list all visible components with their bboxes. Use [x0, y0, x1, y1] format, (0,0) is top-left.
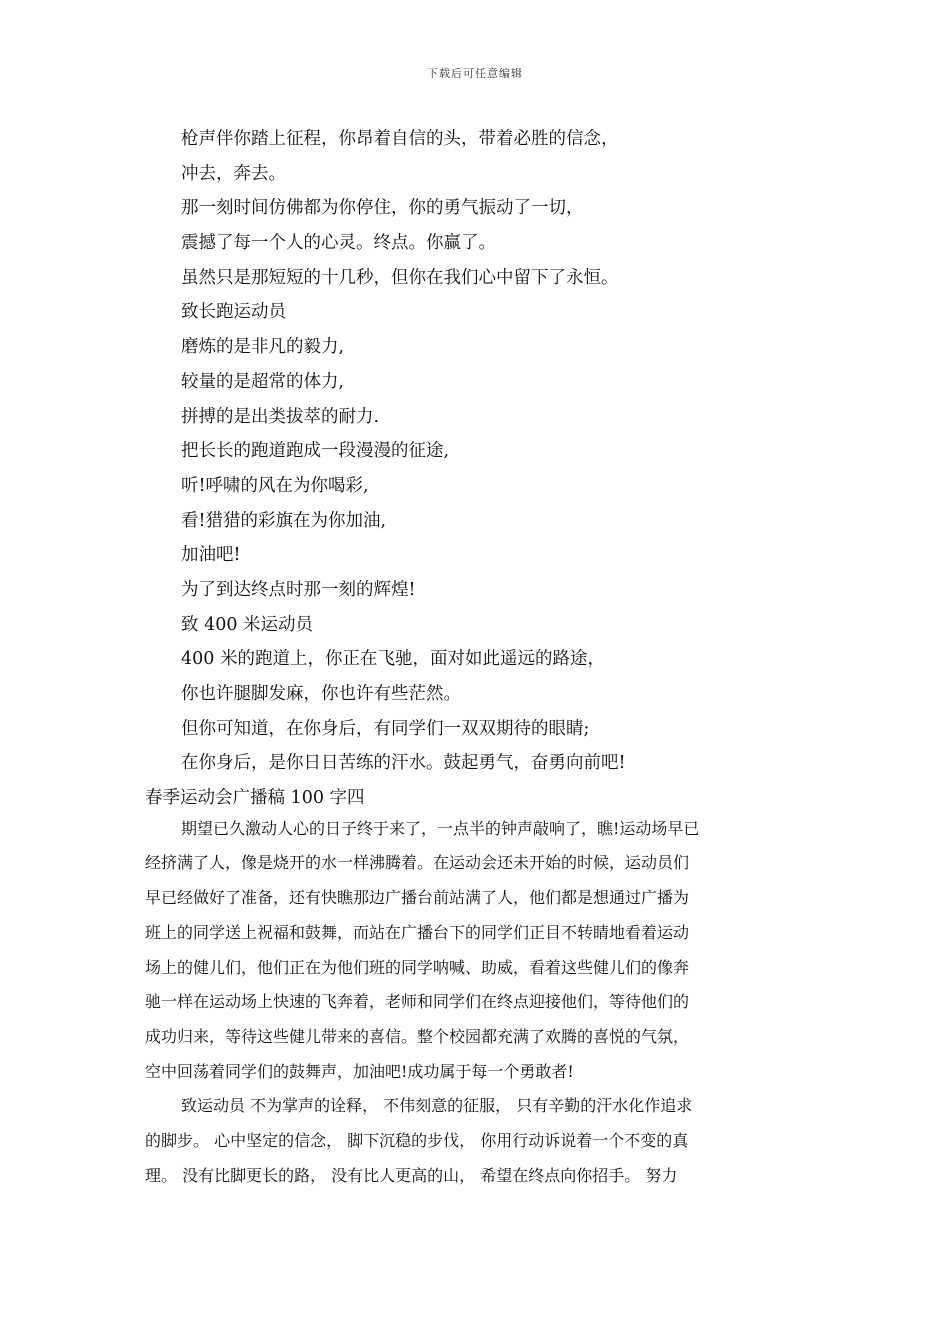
- poem-line: 枪声伴你踏上征程，你昂着自信的头，带着必胜的信念，: [181, 129, 619, 149]
- paragraph-line: 致运动员 不为掌声的诠释， 不伟刻意的征服， 只有辛勤的汗水化作追求: [181, 1096, 693, 1116]
- poem-subtitle: 致 400 米运动员: [181, 614, 314, 635]
- poem-line: 你也许腿脚发麻，你也许有些茫然。: [181, 684, 461, 704]
- poem-line: 震撼了每一个人的心灵。终点。你赢了。: [181, 233, 496, 254]
- paragraph-line: 场上的健儿们，他们正在为他们班的同学呐喊、助威，看着这些健儿们的像奔: [145, 957, 690, 977]
- paragraph-1: [145, 816, 810, 1094]
- document-body: [145, 122, 810, 1197]
- poem-subtitle: 致长跑运动员: [181, 302, 286, 323]
- poem-line: 听!呼啸的风在为你喝彩,: [181, 475, 369, 496]
- poem-line: 加油吧!: [181, 545, 241, 566]
- paragraph-line: 驰一样在运动场上快速的飞奔着，老师和同学们在终点迎接他们，等待他们的: [145, 992, 690, 1012]
- poem-line: 为了到达终点时那一刻的辉煌!: [181, 579, 416, 600]
- poem-line: 在你身后，是你日日苦练的汗水。鼓起勇气，奋勇向前吧!: [181, 753, 626, 774]
- paragraph-2: [145, 1093, 810, 1197]
- poem-line: 虽然只是那短短的十几秒，但你在我们心中留下了永恒。: [181, 267, 619, 288]
- poem-line: 看!猎猎的彩旗在为你加油,: [181, 510, 387, 531]
- poem-line: 磨炼的是非凡的毅力,: [181, 337, 345, 358]
- paragraph-line: 理。 没有比脚更长的路， 没有比人更高的山， 希望在终点向你招手。 努力: [145, 1165, 678, 1185]
- page-header: 下载后可任意编辑: [427, 67, 523, 80]
- paragraph-line: 班上的同学送上祝福和鼓舞，而站在广播台下的同学们正目不转睛地看着运动: [145, 922, 690, 942]
- paragraph-line: 早已经做好了准备，还有快瞧那边广播台前站满了人，他们都是想通过广播为: [145, 888, 690, 908]
- poem-line: 但你可知道，在你身后，有同学们一双双期待的眼睛;: [181, 718, 590, 739]
- poem-line: 较量的是超常的体力,: [181, 371, 345, 392]
- paragraph-line: 经挤满了人，像是烧开的水一样沸腾着。在运动会还未开始的时候，运动员们: [145, 853, 690, 873]
- poem-line: 冲去，奔去。: [181, 163, 286, 184]
- paragraph-line: 成功归来，等待这些健儿带来的喜信。整个校园都充满了欢腾的喜悦的气氛，: [145, 1026, 690, 1046]
- poem-line: 把长长的跑道跑成一段漫漫的征途,: [181, 441, 450, 462]
- section-heading: 春季运动会广播稿 100 字四: [145, 788, 365, 809]
- poem-line: 拼搏的是出类拔萃的耐力.: [181, 406, 380, 427]
- poem-line: 400 米的跑道上，你正在飞驰，面对如此遥远的路途，: [181, 649, 605, 670]
- poem-line: 那一刻时间仿佛都为你停住，你的勇气振动了一切，: [181, 198, 584, 219]
- paragraph-line: 空中回荡着同学们的鼓舞声，加油吧!成功属于每一个勇敢者!: [145, 1061, 574, 1081]
- paragraph-line: 期望已久激动人心的日子终于来了，一点半的钟声敲响了，瞧!运动场早已: [181, 818, 700, 838]
- paragraph-line: 的脚步。 心中坚定的信念， 脚下沉稳的步伐， 你用行动诉说着一个不变的真: [145, 1130, 689, 1150]
